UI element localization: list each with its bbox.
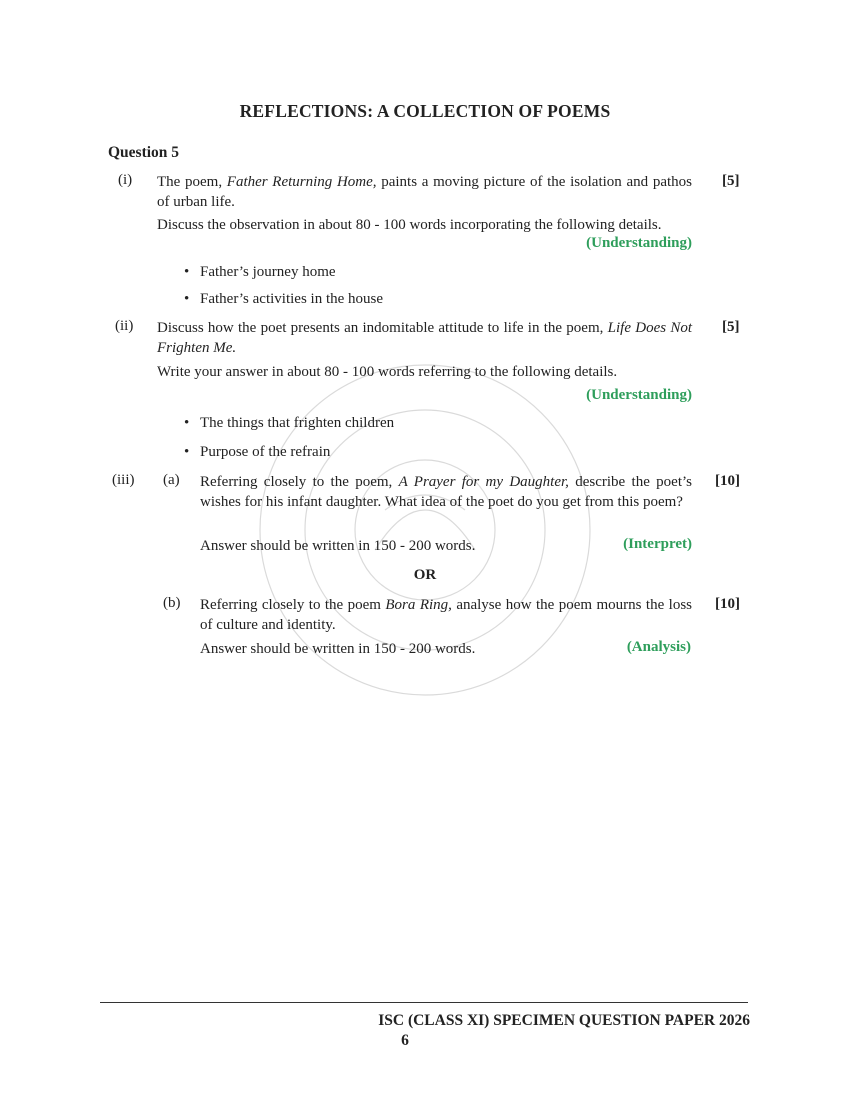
- bullet-item: • Purpose of the refrain: [200, 444, 330, 461]
- item-number: (iii): [112, 472, 135, 488]
- question-text: [157, 318, 692, 358]
- footer-rule: [100, 1002, 748, 1003]
- skill-tag: (Understanding): [586, 387, 692, 403]
- question-text-part: describe the poet’s wishes for his infant daughter. What idea of the poet do you get from this poem?: [200, 474, 692, 510]
- skill-tag: (Understanding): [586, 235, 692, 251]
- skill-tag: (Interpret): [623, 536, 692, 552]
- question-text-part: Discuss how the poet presents an indomitable attitude to life in the poem,: [157, 320, 608, 336]
- marks: [10]: [715, 596, 740, 612]
- item-number: (ii): [115, 318, 134, 334]
- marks: [5]: [722, 173, 740, 189]
- poem-title: A Prayer for my Daughter,: [398, 474, 569, 490]
- instruction-text: Answer should be written in 150 - 200 words.: [200, 538, 476, 554]
- poem-title: Father Returning Home,: [226, 174, 377, 190]
- marks: [10]: [715, 473, 740, 489]
- poem-title: Life Does Not Frighten Me.: [157, 320, 693, 356]
- footer-text: ISC (CLASS XI) SPECIMEN QUESTION PAPER 2026: [378, 1012, 750, 1029]
- page-number: 6: [401, 1032, 409, 1049]
- question-text-part: The poem,: [157, 174, 227, 190]
- sub-item-number: (a): [163, 472, 180, 488]
- question-text: [200, 595, 692, 635]
- instruction-text: Answer should be written in 150 - 200 words.: [200, 641, 476, 657]
- instruction-text: Discuss the observation in about 80 - 100 words incorporating the following details.: [157, 217, 662, 233]
- or-separator: OR: [413, 567, 437, 583]
- question-text-part: Referring closely to the poem,: [200, 474, 399, 490]
- instruction-text: Write your answer in about 80 - 100 words referring to the following details.: [157, 364, 618, 380]
- item-number: (i): [118, 172, 133, 188]
- bullet-item: • The things that frighten children: [200, 415, 394, 432]
- sub-item-number: (b): [163, 595, 181, 611]
- question-text: [157, 172, 692, 212]
- question-text-part: Referring closely to the poem: [200, 597, 386, 613]
- poem-title: Bora Ring,: [385, 597, 452, 613]
- question-heading: Question 5: [108, 144, 180, 161]
- question-text-part: paints a moving picture of the isolation and pathos of urban life.: [157, 174, 692, 210]
- section-title: REFLECTIONS: A COLLECTION OF POEMS: [239, 101, 611, 121]
- question-text-part: analyse how the poem mourns the loss of culture and identity.: [200, 597, 692, 633]
- skill-tag: (Analysis): [626, 639, 691, 655]
- marks: [5]: [722, 319, 740, 335]
- question-text: [200, 472, 692, 512]
- bullet-item: • Father’s activities in the house: [200, 291, 383, 308]
- bullet-item: • Father’s journey home: [200, 264, 336, 281]
